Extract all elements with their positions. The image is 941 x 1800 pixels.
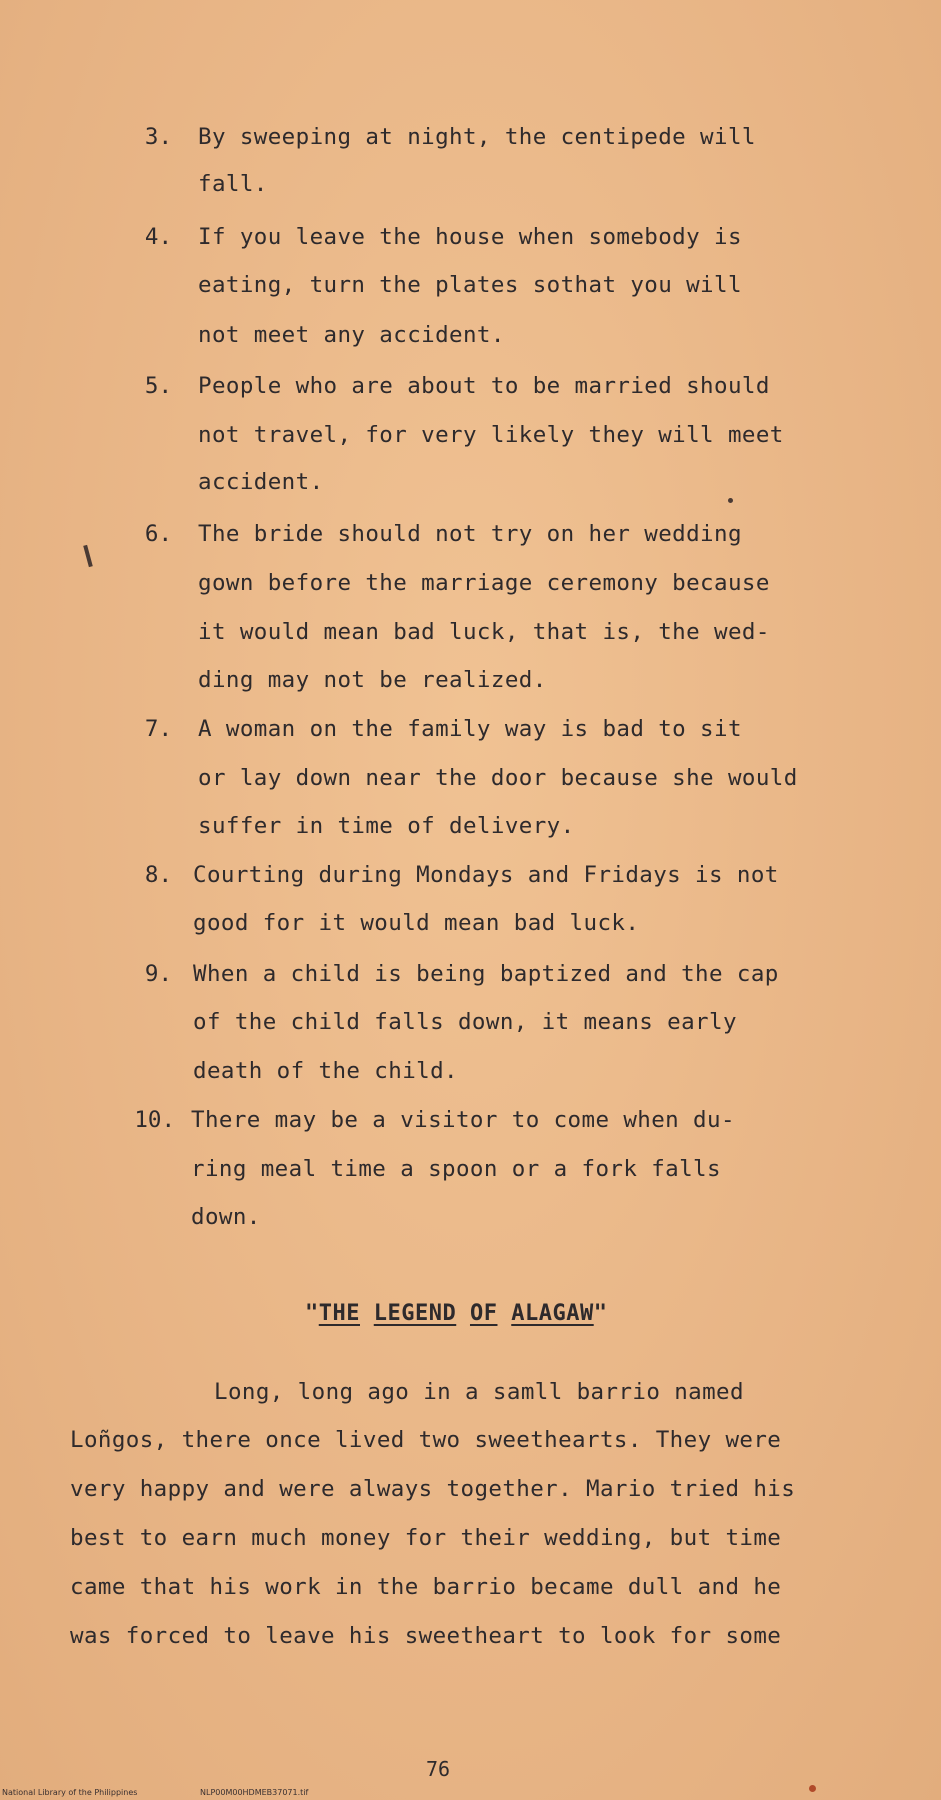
paragraph-line: was forced to leave his sweetheart to look for some <box>70 1623 782 1649</box>
list-item-number: 8. <box>144 862 172 888</box>
list-item-line: gown before the marriage ceremony because <box>198 570 770 596</box>
list-item-line: not travel, for very likely they will meet <box>198 422 784 448</box>
list-item-line: A woman on the family way is bad to sit <box>198 716 742 742</box>
list-item-line: If you leave the house when somebody is <box>198 224 742 250</box>
paragraph-line: came that his work in the barrio became dull and he <box>70 1574 782 1600</box>
list-item-line: suffer in time of delivery. <box>198 813 575 839</box>
list-item-line: death of the child. <box>193 1058 458 1084</box>
list-item-line: There may be a visitor to come when du- <box>191 1107 735 1133</box>
list-item-number: 5. <box>144 373 172 399</box>
list-item-line: When a child is being baptized and the cap <box>193 961 779 987</box>
ink-dot <box>728 498 733 503</box>
footer-library: National Library of the Philippines <box>2 1788 138 1797</box>
list-item-line: Courting during Mondays and Fridays is not <box>193 862 779 888</box>
list-item-line: not meet any accident. <box>198 322 505 348</box>
title-word: OF <box>469 1301 498 1326</box>
title-word: LEGEND <box>373 1301 457 1326</box>
list-item-line: By sweeping at night, the centipede will <box>198 124 756 150</box>
ink-dot <box>809 1785 816 1792</box>
list-item-line: fall. <box>198 171 268 197</box>
paragraph-line: very happy and were always together. Mario tried his <box>70 1476 796 1502</box>
list-item-line: eating, turn the plates sothat you will <box>198 272 742 298</box>
title-close-quote: " <box>593 1301 608 1326</box>
list-item-number: 3. <box>144 124 172 150</box>
title-word: ALAGAW <box>511 1301 594 1326</box>
list-item-line: down. <box>191 1204 261 1230</box>
title-open-quote: " <box>305 1301 319 1326</box>
footer-file: NLP00M00HDMEB37071.tif <box>200 1788 309 1797</box>
list-item-line: good for it would mean bad luck. <box>193 910 640 936</box>
title-word: THE <box>318 1301 360 1326</box>
list-item-line: or lay down near the door because she would <box>198 765 798 791</box>
paragraph-line: Long, long ago in a samll barrio named <box>214 1379 744 1405</box>
paragraph-line: Loñgos, there once lived two sweethearts. They were <box>70 1427 782 1453</box>
list-item-line: it would mean bad luck, that is, the wed- <box>198 619 770 645</box>
list-item-line: The bride should not try on her wedding <box>198 521 742 547</box>
ink-mark <box>83 545 93 567</box>
list-item-number: 10. <box>134 1107 175 1133</box>
list-item-line: ring meal time a spoon or a fork falls <box>191 1156 721 1182</box>
list-item-number: 7. <box>144 716 172 742</box>
list-item-number: 9. <box>144 961 172 987</box>
list-item-line: accident. <box>198 469 324 495</box>
list-item-line: People who are about to be married should <box>198 373 770 399</box>
list-item-number: 6. <box>144 521 172 547</box>
list-item-number: 4. <box>144 224 172 250</box>
page-number: 76 <box>426 1757 451 1781</box>
paragraph-line: best to earn much money for their wedding, but time <box>70 1525 782 1551</box>
legend-title <box>305 1300 607 1328</box>
list-item-line: ding may not be realized. <box>198 667 547 693</box>
list-item-line: of the child falls down, it means early <box>193 1009 737 1035</box>
